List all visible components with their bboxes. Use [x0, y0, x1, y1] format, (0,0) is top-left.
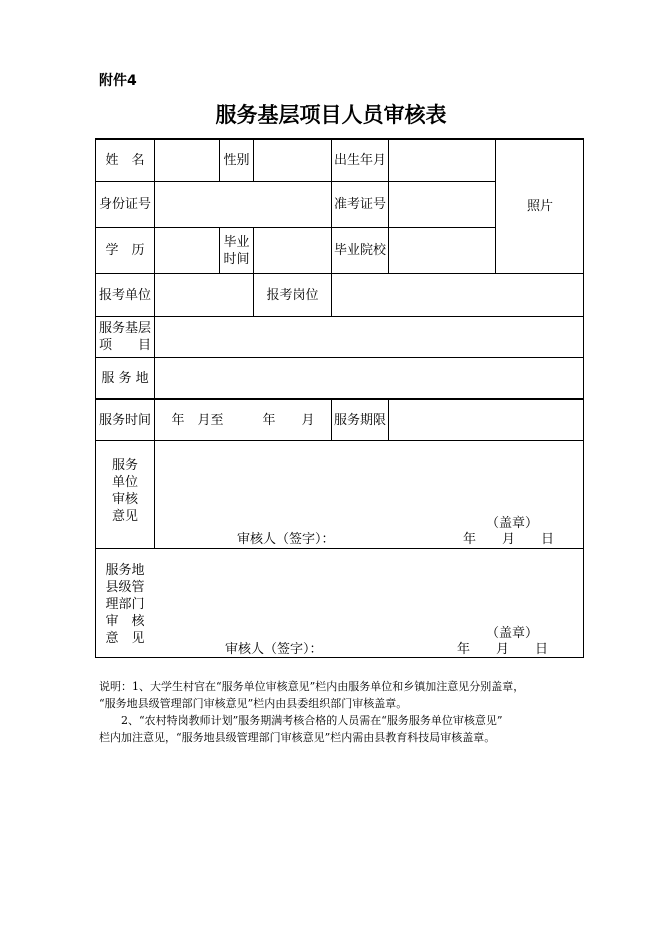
term-field[interactable] — [389, 400, 584, 440]
grad-time-field[interactable] — [254, 228, 331, 273]
school-label: 毕业院校 — [333, 243, 386, 258]
gender-label: 性别 — [223, 152, 250, 168]
unit-review-label: 服务 单位 审核 意见 — [111, 458, 138, 524]
grad-time-label: 毕业 时间 — [223, 234, 250, 267]
project-field[interactable] — [155, 317, 584, 357]
unit-review-date: 年 月 日 — [463, 532, 555, 547]
review-form-table — [95, 138, 584, 658]
ticket-field[interactable] — [389, 182, 495, 227]
county-review-date: 年 月 日 — [457, 642, 549, 657]
note-line: 2、“农村特岗教师计划”服务期满考核合格的人员需在“服务服务单位审核意见” — [99, 714, 503, 727]
birth-field[interactable] — [389, 139, 495, 181]
name-field[interactable] — [155, 139, 219, 181]
note-line: 栏内加注意见，“服务地县级管理部门审核意见”栏内需由县教育科技局审核盖章。 — [99, 731, 496, 744]
time-field[interactable]: 年 月至 年 月 — [171, 412, 315, 428]
gender-field[interactable] — [254, 139, 331, 181]
education-field[interactable] — [155, 228, 219, 273]
time-label: 服务时间 — [98, 412, 151, 428]
unit-reviewer-signature: 审核人（签字）： — [237, 532, 335, 547]
unit-field[interactable] — [155, 274, 253, 316]
education-label: 学 历 — [105, 243, 145, 258]
county-review-label: 服务地 县级管 理部门 审 核 意 见 — [105, 563, 145, 646]
unit-label: 报考单位 — [98, 287, 151, 303]
notes-section — [99, 678, 589, 746]
post-field[interactable] — [332, 274, 584, 316]
place-label: 服 务 地 — [101, 370, 149, 386]
photo-box[interactable]: 照片 — [526, 198, 553, 214]
place-field[interactable] — [155, 358, 584, 398]
name-label: 姓 名 — [105, 152, 145, 168]
id-field[interactable] — [155, 182, 331, 227]
unit-seal-text: （盖章） — [486, 516, 539, 531]
birth-label: 出生年月 — [333, 152, 386, 168]
attachment-label: 附件4 — [99, 73, 137, 89]
note-line: 说明：1、大学生村官在“服务单位审核意见”栏内由服务单位和乡镇加注意见分别盖章， — [99, 680, 525, 693]
term-label: 服务期限 — [333, 412, 386, 428]
note-line: “服务地县级管理部门审核意见”栏内由县委组织部门审核盖章。 — [99, 697, 408, 710]
form-title: 服务基层项目人员审核表 — [215, 103, 447, 127]
county-reviewer-signature: 审核人（签字）： — [225, 642, 323, 657]
id-label: 身份证号 — [98, 197, 151, 212]
ticket-label: 准考证号 — [333, 197, 386, 212]
post-label: 报考岗位 — [266, 287, 319, 303]
school-field[interactable] — [389, 228, 495, 273]
project-label: 服务基层 项 目 — [98, 321, 151, 353]
county-seal-text: （盖章） — [486, 626, 539, 641]
